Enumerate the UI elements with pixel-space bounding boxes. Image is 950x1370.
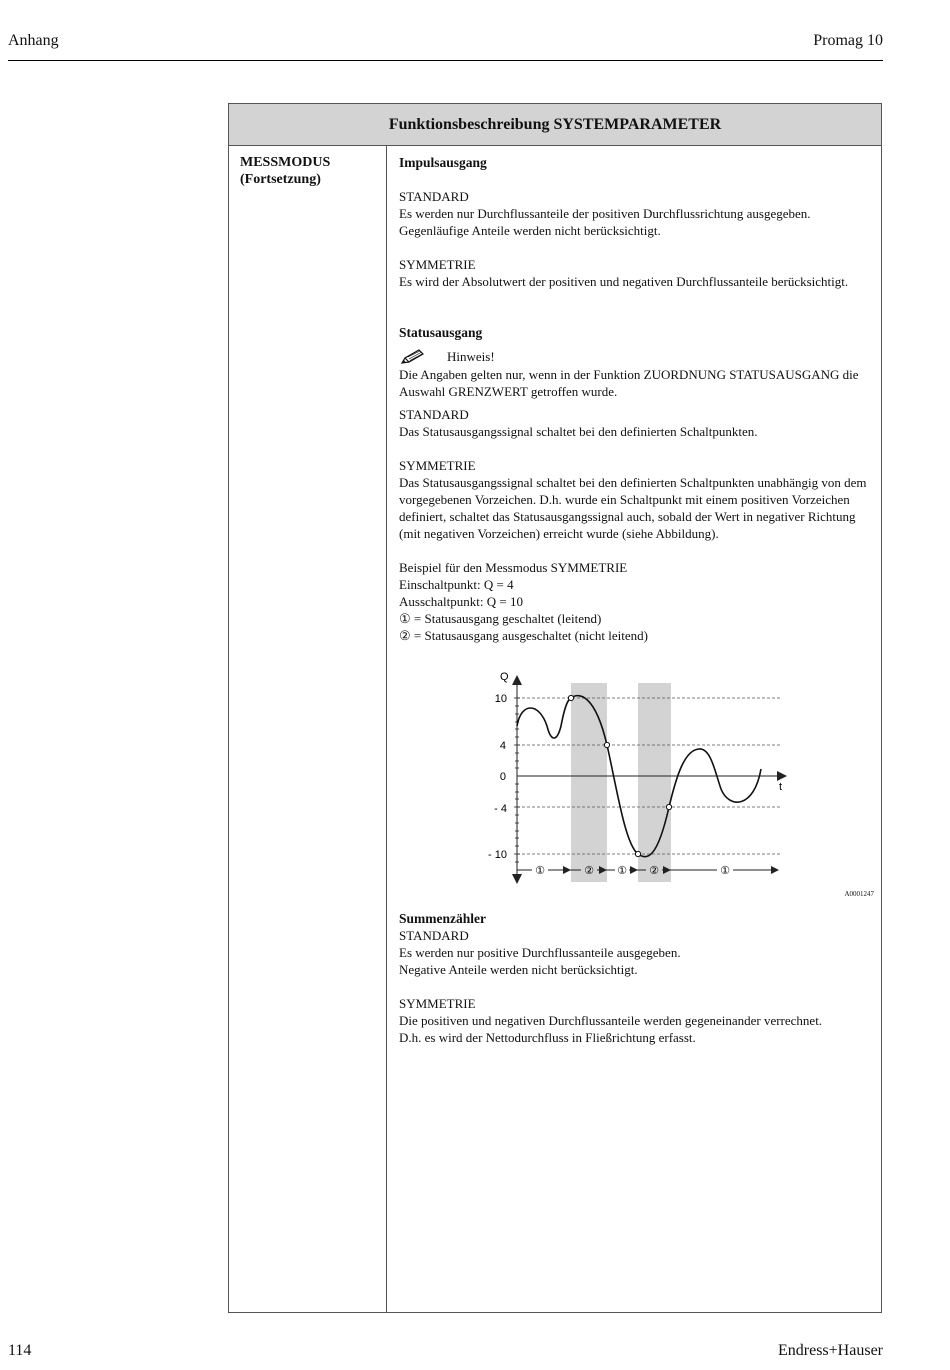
function-table	[228, 103, 882, 1313]
function-continuation: (Fortsetzung)	[240, 172, 321, 187]
y-axis-arrow-up	[512, 675, 522, 685]
y-tick-0: 0	[499, 771, 506, 783]
figure-code: A0001247	[844, 890, 874, 898]
impuls-standard-label: STANDARD	[399, 189, 469, 204]
x-axis-label: t	[779, 781, 783, 793]
y-tick-minus-4: - 4	[494, 803, 507, 815]
summen-standard-label: STANDARD	[399, 928, 469, 943]
switch-point-off-minus-4	[666, 804, 671, 809]
note-block	[399, 347, 871, 366]
status-symmetrie-text-3: definiert, schaltet das Statusausgangssignal auch, sobald der Wert in negativer Richtung	[399, 509, 856, 524]
summen-symmetrie-label: SYMMETRIE	[399, 996, 476, 1011]
function-name-cell	[229, 145, 387, 1312]
impuls-heading: Impulsausgang	[399, 155, 487, 170]
function-description-cell	[387, 145, 881, 1312]
example-title: Beispiel für den Messmodus SYMMETRIE	[399, 560, 628, 575]
function-name: MESSMODUS	[240, 155, 331, 170]
status-symmetrie-text-4: (mit negativen Vorzeichen) erreicht wurde (siehe Abbildung).	[399, 526, 719, 541]
status-heading: Statusausgang	[399, 325, 483, 340]
summen-symmetrie-text-2: D.h. es wird der Nettodurchfluss in Fließrichtung erfasst.	[399, 1030, 696, 1045]
page-number: 114	[8, 1342, 32, 1359]
legend-state-2: ② = Statusausgang ausgeschaltet (nicht leitend)	[399, 628, 648, 643]
note-label: Hinweis!	[447, 349, 495, 364]
impuls-standard-text-2: Gegenläufige Anteile werden nicht berücksichtigt.	[399, 223, 661, 238]
state-mark-1: ①	[535, 864, 545, 877]
state-mark-4: ②	[649, 864, 659, 877]
y-tick-minus-10: - 10	[488, 849, 507, 861]
y-axis-label: Q	[500, 671, 509, 683]
shade-band-1	[571, 683, 607, 882]
note-text-2: Auswahl GRENZWERT getroffen wurde.	[399, 384, 618, 399]
status-symmetrie-label: SYMMETRIE	[399, 458, 476, 473]
status-standard-text: Das Statusausgangssignal schaltet bei den definierten Schaltpunkten.	[399, 424, 758, 439]
status-standard-label: STANDARD	[399, 407, 469, 422]
summen-standard-text-2: Negative Anteile werden nicht berücksichtigt.	[399, 962, 638, 977]
y-tick-10: 10	[494, 693, 507, 705]
status-symmetrie-text-1: Das Statusausgangssignal schaltet bei den definierten Schaltpunkten unabhängig von dem	[399, 475, 867, 490]
footer-brand: Endress+Hauser	[778, 1342, 883, 1359]
example-off-point: Ausschaltpunkt: Q = 10	[399, 594, 523, 609]
state-mark-3: ①	[617, 864, 627, 877]
x-axis-arrow	[777, 771, 787, 781]
table-title: Funktionsbeschreibung SYSTEMPARAMETER	[229, 104, 881, 146]
state-timeline	[517, 863, 779, 877]
impuls-symmetrie-text: Es wird der Absolutwert der positiven und negativen Durchflussanteile berücksichtigt.	[399, 274, 849, 289]
example-on-point: Einschaltpunkt: Q = 4	[399, 577, 514, 592]
header-section-title: Anhang	[8, 32, 59, 49]
summen-heading: Summenzähler	[399, 911, 486, 926]
impuls-symmetrie-label: SYMMETRIE	[399, 257, 476, 272]
switch-point-on-10	[568, 695, 573, 700]
symmetrie-diagram	[399, 654, 874, 894]
status-symmetrie-text-2: vorgegebenen Vorzeichen. D.h. wurde ein Schaltpunkt mit einem positiven Vorzeichen	[399, 492, 850, 507]
impuls-standard-text-1: Es werden nur Durchflussanteile der positiven Durchflussrichtung ausgegeben.	[399, 206, 811, 221]
switch-point-on-minus-10	[635, 851, 640, 856]
legend-state-1: ① = Statusausgang geschaltet (leitend)	[399, 611, 602, 626]
symmetrie-figure	[399, 654, 874, 904]
header-product-name: Promag 10	[813, 32, 883, 49]
pencil-icon	[399, 349, 425, 365]
state-mark-5: ①	[720, 864, 730, 877]
shade-band-2	[638, 683, 671, 882]
state-mark-2: ②	[584, 864, 594, 877]
summen-standard-text-1: Es werden nur positive Durchflussanteile ausgegeben.	[399, 945, 681, 960]
summen-symmetrie-text-1: Die positiven und negativen Durchflussanteile werden gegeneinander verrechnet.	[399, 1013, 823, 1028]
header-rule	[8, 60, 883, 61]
y-tick-4: 4	[499, 740, 506, 752]
switch-point-off-4	[604, 742, 609, 747]
note-text-1: Die Angaben gelten nur, wenn in der Funktion ZUORDNUNG STATUSAUSGANG die	[399, 367, 859, 382]
y-axis-arrow-down	[512, 874, 522, 884]
